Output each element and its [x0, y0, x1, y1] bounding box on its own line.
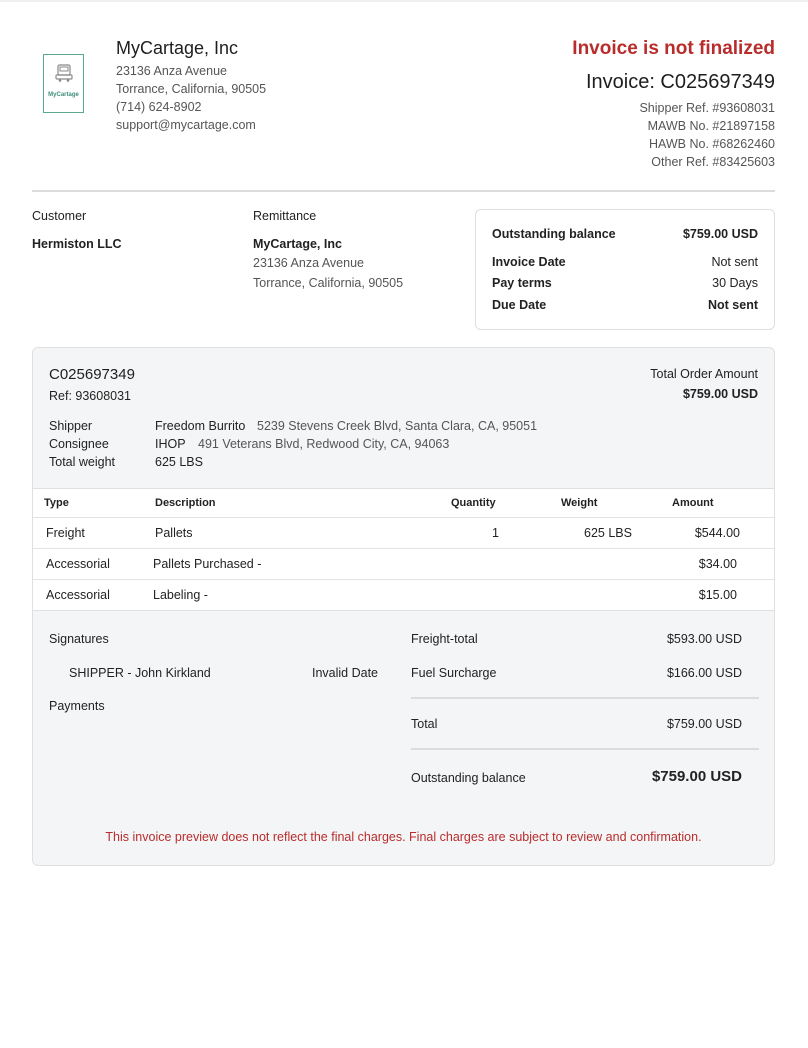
shipper-label: Shipper: [49, 419, 93, 433]
column-header-type: Type: [44, 497, 69, 509]
row-type: Accessorial: [46, 588, 110, 602]
pay-terms-label: Pay terms: [492, 276, 552, 290]
fuel-surcharge-value: $166.00 USD: [666, 666, 742, 680]
order-number: C025697349: [49, 366, 135, 383]
table-row: [33, 548, 774, 579]
total-weight-label: Total weight: [49, 455, 116, 469]
company-logo: [43, 54, 84, 113]
column-header-description: Description: [155, 497, 216, 509]
table-row: [33, 517, 774, 548]
row-description: Pallets: [155, 526, 193, 540]
invoice-preview-notice: This invoice preview does not reflect the final charges. Final charges are subject to review and confirmation.: [105, 830, 702, 844]
invoice-date-label: Invoice Date: [492, 255, 566, 269]
row-description: Labeling -: [153, 588, 208, 602]
outstanding-balance-summary-label: Outstanding balance: [411, 771, 526, 785]
company-address-line2: Torrance, California, 90505: [116, 82, 267, 96]
invoice-status: Invoice is not finalized: [572, 38, 775, 59]
column-header-quantity: Quantity: [451, 497, 496, 509]
customer-label: Customer: [32, 209, 87, 223]
row-amount: $34.00: [698, 557, 737, 571]
invoice-title: Invoice: C025697349: [585, 71, 775, 93]
truck-icon: [54, 63, 74, 83]
customer-name: Hermiston LLC: [32, 237, 122, 251]
outstanding-balance-row: [492, 227, 758, 241]
signature-entry-name: SHIPPER - John Kirkland: [69, 666, 211, 680]
order-panel: [32, 347, 775, 866]
freight-total-value: $593.00 USD: [666, 632, 742, 646]
total-label: Total: [411, 717, 438, 731]
hawb-number: HAWB No. #68262460: [648, 137, 775, 151]
company-email: support@mycartage.com: [116, 118, 256, 132]
line-items-table: [33, 488, 774, 611]
due-date-row: [492, 298, 758, 312]
row-type: Accessorial: [46, 557, 110, 571]
outstanding-balance-summary-value: $759.00 USD: [651, 768, 742, 785]
company-address-line1: 23136 Anza Avenue: [116, 64, 227, 78]
row-type: Freight: [46, 526, 85, 540]
invoice-date-value: Not sent: [711, 255, 758, 269]
remittance-label: Remittance: [253, 209, 317, 223]
invoice-date-row: [492, 255, 758, 269]
column-header-amount: Amount: [672, 497, 714, 509]
row-quantity: 1: [492, 526, 499, 540]
header-divider: [32, 190, 775, 192]
pay-terms-row: [492, 276, 758, 290]
consignee-name: IHOP: [155, 437, 186, 451]
outstanding-balance-value: $759.00 USD: [682, 227, 758, 241]
consignee-label: Consignee: [49, 437, 109, 451]
consignee-address: 491 Veterans Blvd, Redwood City, CA, 94063: [198, 437, 450, 451]
logo-text: MyCartage: [48, 92, 79, 98]
totals-divider: [411, 697, 759, 699]
top-border: [0, 0, 808, 2]
signature-entry-date: Invalid Date: [312, 666, 379, 680]
remittance-name: MyCartage, Inc: [253, 237, 342, 251]
other-ref: Other Ref. #83425603: [651, 155, 775, 169]
payments-label: Payments: [49, 699, 105, 713]
table-row: [33, 579, 774, 610]
row-amount: $544.00: [694, 526, 740, 540]
fuel-surcharge-label: Fuel Surcharge: [411, 666, 497, 680]
shipper-ref: Shipper Ref. #93608031: [639, 101, 775, 115]
total-order-amount-value: $759.00 USD: [682, 387, 758, 401]
row-weight: 625 LBS: [584, 526, 632, 540]
total-value: $759.00 USD: [666, 717, 742, 731]
totals-divider: [411, 748, 759, 750]
shipper-address: 5239 Stevens Creek Blvd, Santa Clara, CA, 95051: [257, 419, 538, 433]
total-order-amount-label: Total Order Amount: [650, 367, 758, 381]
shipper-name: Freedom Burrito: [155, 419, 246, 433]
due-date-value: Not sent: [708, 298, 758, 312]
signatures-label: Signatures: [49, 632, 109, 646]
outstanding-balance-label: Outstanding balance: [492, 227, 616, 241]
due-date-label: Due Date: [492, 298, 547, 312]
company-name: MyCartage, Inc: [116, 38, 239, 58]
total-weight-value: 625 LBS: [155, 455, 203, 469]
row-amount: $15.00: [698, 588, 737, 602]
company-phone: (714) 624-8902: [116, 100, 202, 114]
order-ref: Ref: 93608031: [49, 389, 132, 403]
column-header-weight: Weight: [561, 497, 598, 509]
remittance-address-line2: Torrance, California, 90505: [253, 276, 404, 290]
remittance-address-line1: 23136 Anza Avenue: [253, 256, 364, 270]
pay-terms-value: 30 Days: [712, 276, 758, 290]
freight-total-label: Freight-total: [411, 632, 478, 646]
balance-summary-card: [475, 209, 775, 330]
row-description: Pallets Purchased -: [153, 557, 262, 571]
mawb-number: MAWB No. #21897158: [647, 119, 775, 133]
